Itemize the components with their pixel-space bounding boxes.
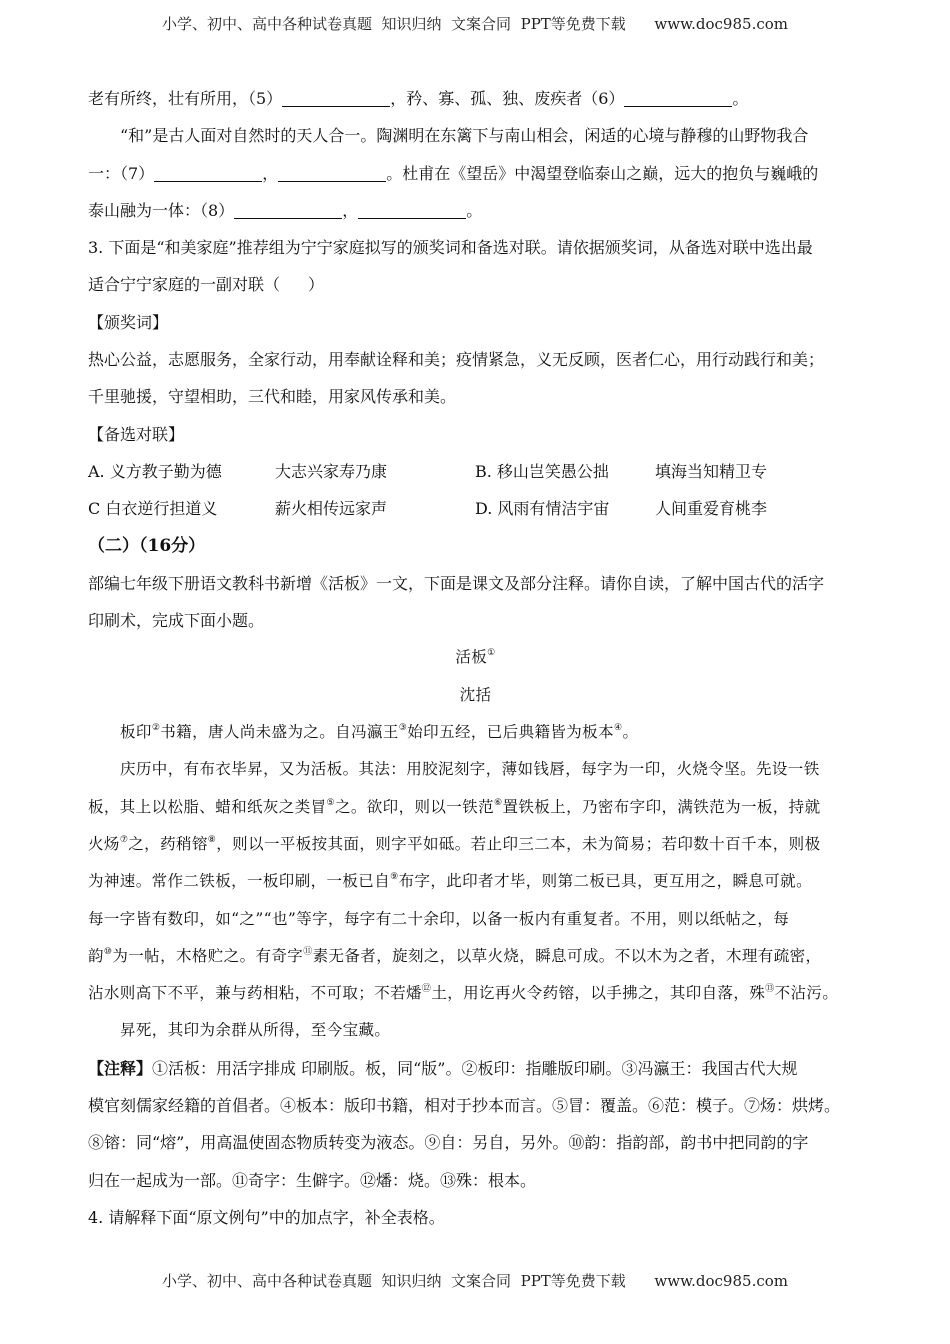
option-row-1 bbox=[88, 453, 863, 490]
q3-stem-1: 3. 下面是“和美家庭”推荐组为宁宁家庭拟写的颁奖词和备选对联。请依据颁奖词，从备选对联中选出最 bbox=[88, 238, 813, 258]
document-page bbox=[88, 80, 863, 1236]
answer-blank-8a[interactable] bbox=[234, 200, 342, 219]
q2-line-1: 老有所终，壮有所用，（5） ，矜、寡、孤、独、废疾者（6） 。 bbox=[88, 89, 749, 108]
options-title: 【备选对联】 bbox=[88, 424, 185, 444]
q4-stem: 4. 请解释下面“原文例句”中的加点字，补全表格。 bbox=[88, 1207, 445, 1227]
answer-blank-5[interactable] bbox=[282, 88, 390, 107]
option-c[interactable]: C 白衣逆行担道义 bbox=[88, 499, 218, 519]
notes-line-1: 【注释】①活板：用活字排成 印刷版。板，同“版”。②板印：指雕版印刷。③冯瀛王：我国古代大规 bbox=[88, 1058, 798, 1078]
option-row-2 bbox=[88, 490, 863, 527]
answer-blank-6[interactable] bbox=[624, 88, 732, 107]
notes-line-3: ⑧镕：同“熔”，用高温使固态物质转变为液态。⑨自：另自，另外。⑩韵：指韵部，韵书中把同韵的字 bbox=[88, 1133, 809, 1153]
option-a[interactable]: A. 义方教子勤为德 bbox=[88, 461, 222, 481]
passage-line-2: 庆历中，有布衣毕昇，又为活板。其法：用胶泥刻字，薄如钱唇，每字为一印，火烧令坚。先设一铁 bbox=[120, 760, 820, 779]
section-heading: （二）（16分） bbox=[88, 535, 206, 556]
option-a-pair: 大志兴家寿乃康 bbox=[275, 461, 388, 481]
answer-blank-7b[interactable] bbox=[278, 163, 386, 182]
page-header: 小学、初中、高中各种试卷真题 知识归纳 文案合同 PPT等免费下载 www.doc985.com bbox=[161, 15, 788, 33]
passage-line-7: 韵⑩为一帖，木格贮之。有奇字⑪素无备者，旋刻之，以草火烧，瞬息可成。不以木为之者，木理有疏密， bbox=[88, 946, 822, 965]
q2-line-4: 泰山融为一体：（8） ， 。 bbox=[88, 200, 483, 220]
passage-line-5: 为神速。常作二铁板，一板印刷，一板已自⑨布字，此印者才毕，则第二板已具，更互用之，瞬息可就。 bbox=[88, 872, 812, 891]
award-line-2: 千里驰援，守望相助，三代和睦，用家风传承和美。 bbox=[88, 387, 457, 407]
option-d-pair: 人间重爱育桃李 bbox=[655, 499, 768, 519]
q2-line-2: “和”是古人面对自然时的天人合一。陶渊明在东篱下与南山相会，闲适的心境与静穆的山野物我合 bbox=[120, 126, 809, 146]
option-b[interactable]: B. 移山岂笑愚公拙 bbox=[475, 461, 609, 481]
option-c-pair: 薪火相传远家声 bbox=[275, 499, 388, 519]
passage-line-6: 每一字皆有数印，如“之”“也”等字，每字有二十余印，以备一板内有重复者。不用，则以纸帖之，每 bbox=[88, 909, 790, 928]
passage-line-1: 板印②书籍，唐人尚未盛为之。自冯瀛王③始印五经，已后典籍皆为板本④。 bbox=[120, 723, 639, 742]
award-title: 【颁奖词】 bbox=[88, 312, 169, 332]
q3-stem-2: 适合宁宁家庭的一副对联（ ） bbox=[88, 275, 325, 295]
notes-line-4: 归在一起成为一部。⑪奇字：生僻字。⑫燔：烧。⑬殊：根本。 bbox=[88, 1170, 537, 1190]
passage-author: 沈括 bbox=[459, 685, 492, 704]
passage-line-9: 昇死，其印为余群从所得，至今宝藏。 bbox=[120, 1021, 391, 1040]
passage-line-8: 沾水则高下不平，兼与药相粘，不可取；不若燔⑫土，用讫再火令药镕，以手拂之，其印自落，殊⑬不沾污。 bbox=[88, 984, 839, 1003]
intro-line-1: 部编七年级下册语文教科书新增《活板》一文，下面是课文及部分注释。请你自读，了解中国古代的活字 bbox=[88, 573, 825, 593]
option-b-pair: 填海当知精卫专 bbox=[655, 461, 768, 481]
passage-title: 活板① bbox=[455, 648, 496, 667]
answer-blank-7a[interactable] bbox=[154, 163, 262, 182]
award-line-1: 热心公益，志愿服务，全家行动，用奉献诠释和美；疫情紧急，义无反顾，医者仁心，用行动践行和美； bbox=[88, 350, 825, 370]
q2-line-3: 一：（7） ， 。杜甫在《望岳》中渴望登临泰山之巅，远大的抱负与巍峨的 bbox=[88, 163, 819, 183]
answer-blank-8b[interactable] bbox=[358, 200, 466, 219]
passage-line-3: 板，其上以松脂、蜡和纸灰之类冒⑤之。欲印，则以一铁范⑥置铁板上，乃密布字印，满铁范为一板，持就 bbox=[88, 797, 821, 816]
passage-line-4: 火炀⑦之，药稍镕⑧，则以一平板按其面，则字平如砥。若止印三二本，未为简易；若印数十百千本，则极 bbox=[88, 834, 821, 853]
notes-line-2: 模官刻儒家经籍的首倡者。④板本：版印书籍，相对于抄本而言。⑤冒：覆盖。⑥范：模子。⑦炀：烘烤。 bbox=[88, 1096, 841, 1116]
intro-line-2: 印刷术，完成下面小题。 bbox=[88, 611, 265, 631]
option-d[interactable]: D. 风雨有情洁宇宙 bbox=[475, 499, 610, 519]
page-footer: 小学、初中、高中各种试卷真题 知识归纳 文案合同 PPT等免费下载 www.doc985.com bbox=[161, 1272, 788, 1290]
